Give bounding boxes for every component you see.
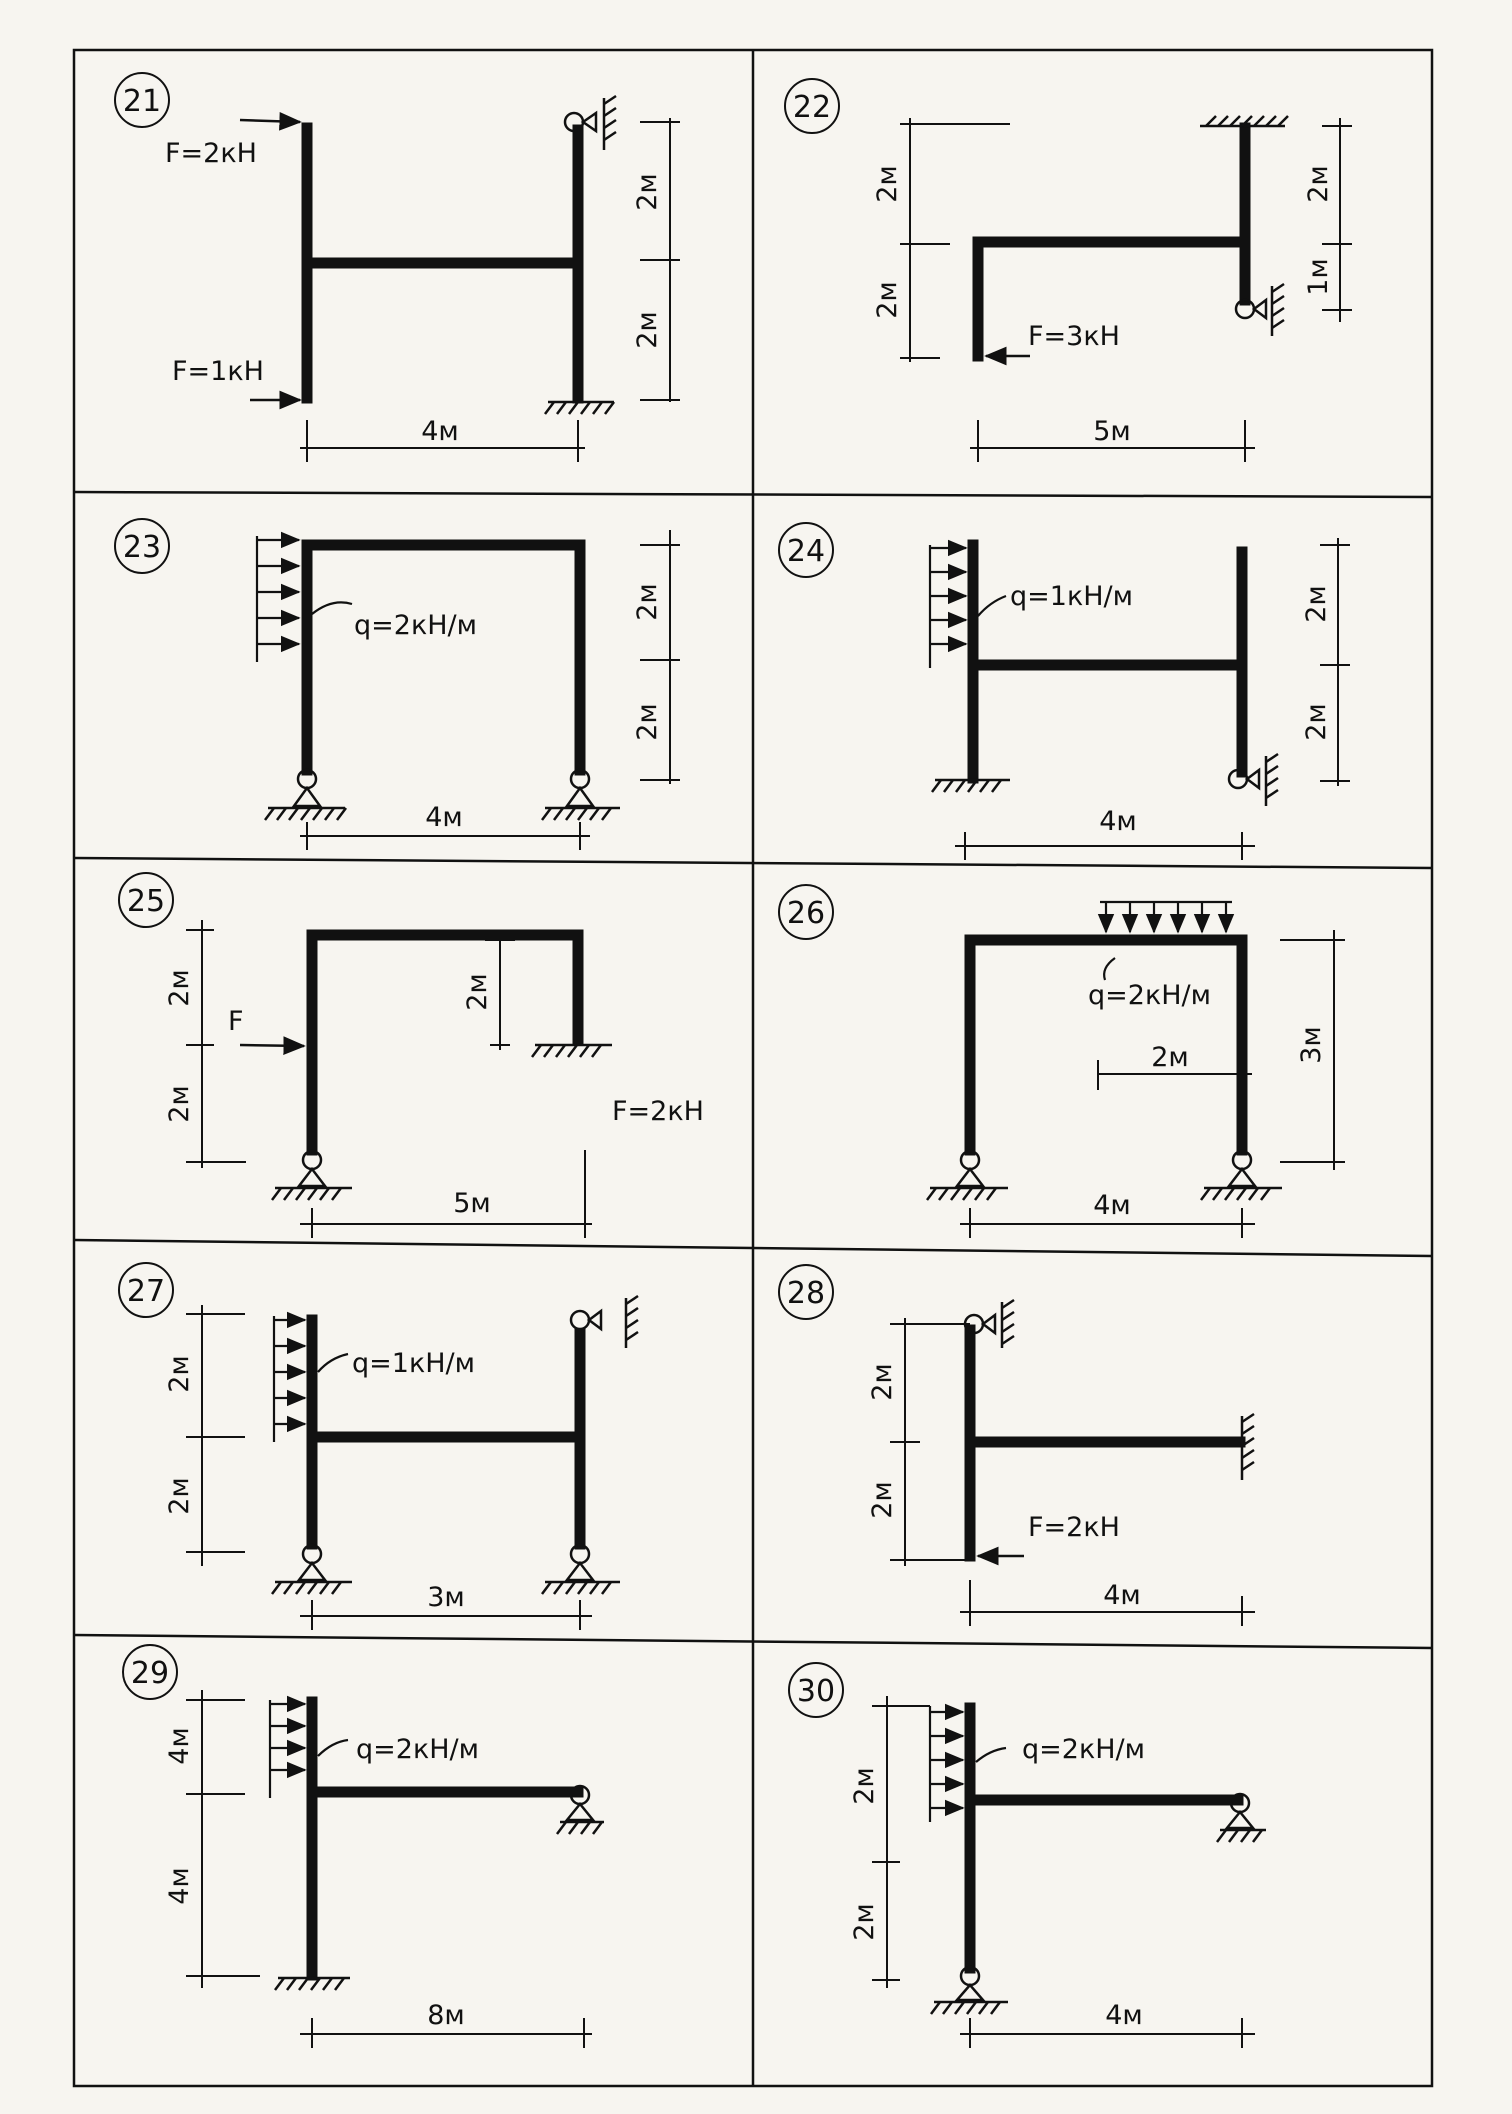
label: F (228, 1006, 244, 1037)
problem-24 (779, 523, 1350, 860)
dimension-label: 2м (867, 1481, 898, 1519)
dimension-label: 2м (1303, 165, 1334, 203)
problem-number: 28 (786, 1276, 826, 1311)
dimension-label: 2м (867, 1363, 898, 1401)
dimension-label: 3м (427, 1582, 465, 1613)
supports (932, 754, 1278, 806)
label: F=2кН (165, 138, 257, 169)
label: F=3кН (1028, 321, 1120, 352)
problem-number: 23 (122, 530, 162, 565)
dimension-label: 4м (425, 802, 463, 833)
dimension-lines (186, 920, 592, 1238)
dimension-label: 2м (164, 1085, 195, 1123)
label: q=2кН/м (354, 610, 478, 641)
dimension-label: 2м (632, 703, 663, 741)
label: q=2кН/м (1088, 980, 1212, 1011)
grid-lines (74, 50, 1432, 2086)
dimension-label: 4м (421, 416, 459, 447)
problem-30 (789, 1663, 1266, 2048)
frame (312, 935, 578, 1150)
dimension-label: 2м (632, 583, 663, 621)
dimension-label: 2м (849, 1903, 880, 1941)
frame (973, 545, 1242, 778)
label: F=1кН (172, 356, 264, 387)
dimension-label: 2м (872, 281, 903, 319)
dimension-label: 5м (453, 1188, 491, 1219)
dimension-label: 2м (872, 165, 903, 203)
problem-23 (115, 519, 680, 850)
problem-number: 30 (796, 1674, 836, 1709)
dimension-label: 8м (427, 2000, 465, 2031)
dimension-label: 5м (1093, 416, 1131, 447)
problem-number: 26 (786, 896, 826, 931)
dimension-label: 2м (164, 1355, 195, 1393)
label: q=1кН/м (1010, 581, 1134, 612)
frame (307, 545, 580, 770)
problem-number: 21 (122, 84, 162, 119)
label: F=2кН (612, 1096, 704, 1127)
dimension-lines (890, 1318, 1255, 1626)
problem-27 (119, 1263, 638, 1630)
problem-25 (119, 873, 704, 1238)
supports (965, 1300, 1254, 1480)
problem-number: 29 (130, 1656, 170, 1691)
frame (307, 128, 578, 398)
dimension-label: 4м (164, 1867, 195, 1905)
problem-28 (779, 1265, 1255, 1626)
dimension-label: 3м (1296, 1026, 1327, 1064)
problem-22 (785, 79, 1352, 462)
dimension-label: 2м (849, 1767, 880, 1805)
dimension-label: 4м (1093, 1190, 1131, 1221)
label: q=2кН/м (1022, 1734, 1146, 1765)
dimension-label: 4м (1103, 1580, 1141, 1611)
problem-number: 27 (126, 1274, 166, 1309)
frame (970, 940, 1242, 1150)
supports (275, 1786, 604, 1990)
dimension-lines (300, 118, 680, 462)
dimension-label: 4м (1105, 2000, 1143, 2031)
dimension-label: 4м (164, 1727, 195, 1765)
dimension-lines (300, 530, 680, 850)
problem-number: 24 (786, 534, 826, 569)
load-arrows (240, 1045, 304, 1046)
dimension-label: 2м (1301, 585, 1332, 623)
label: F=2кН (1028, 1512, 1120, 1543)
dimension-lines (900, 118, 1352, 462)
dimension-label: 2м (1151, 1042, 1189, 1073)
dimension-label: 2м (462, 973, 493, 1011)
dimension-label: 2м (632, 311, 663, 349)
dimension-label: 2м (164, 1477, 195, 1515)
problem-26 (779, 885, 1345, 1238)
problem-29 (123, 1645, 604, 2048)
dimension-label: 2м (632, 173, 663, 211)
dimension-lines (960, 930, 1345, 1238)
dimension-label: 4м (1099, 806, 1137, 837)
supports (272, 1045, 612, 1200)
problem-number: 22 (792, 90, 832, 125)
dimension-label: 1м (1303, 258, 1334, 296)
problem-21 (115, 73, 680, 462)
supports (931, 1794, 1266, 2014)
problem-number: 25 (126, 884, 166, 919)
label: q=2кН/м (356, 1734, 480, 1765)
dimension-label: 2м (164, 969, 195, 1007)
label: q=1кН/м (352, 1348, 476, 1379)
dimension-label: 2м (1301, 703, 1332, 741)
